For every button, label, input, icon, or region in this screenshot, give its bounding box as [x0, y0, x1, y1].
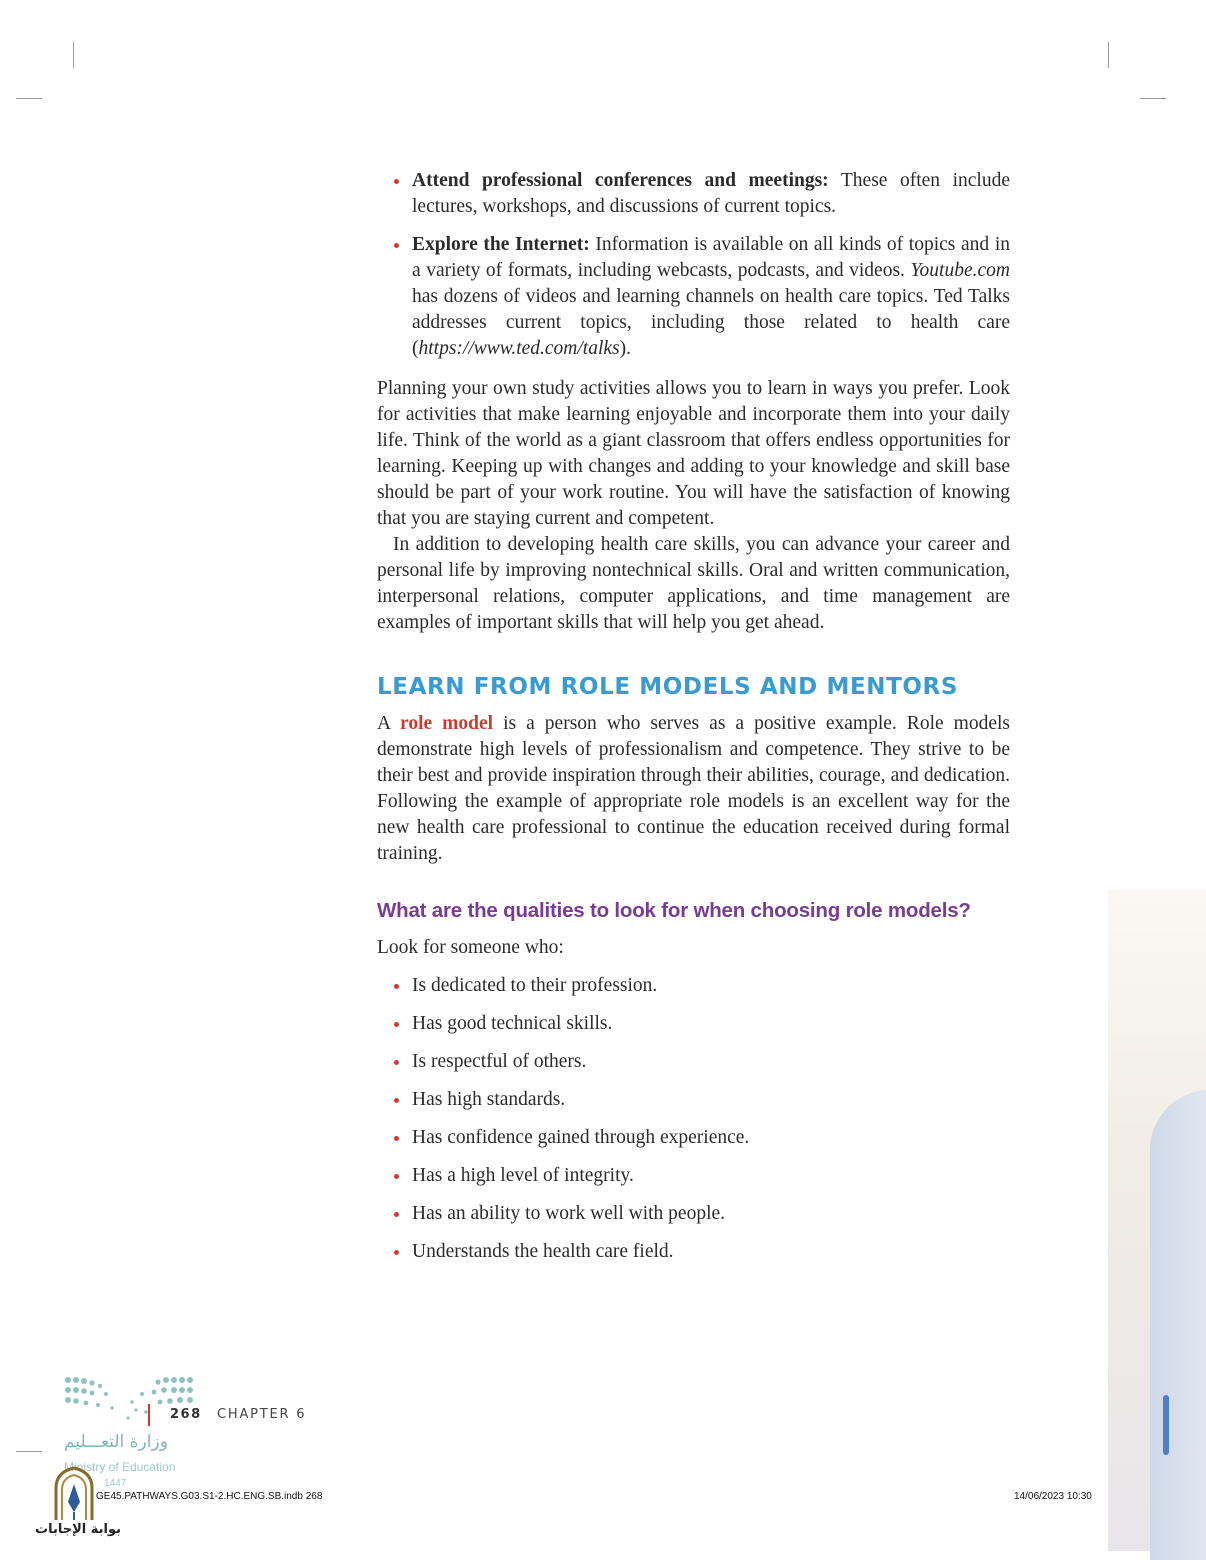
qualities-list: [377, 973, 1010, 1265]
paragraph-nontechnical: In addition to developing health care skills, you can advance your career and personal life by improving nontechnical skills. Oral and written communication, interpersonal relations, computer applications, and time management are examples of important skills that will help you get ahead.: [377, 534, 1010, 633]
main-text-column: [377, 166, 1010, 1265]
bullet-bold-lead: Explore the Internet:: [412, 234, 590, 255]
bullet-bold-lead: Attend professional conferences and meetings:: [412, 170, 829, 191]
print-slug-file: GE45.PATHWAYS.G03.S1-2.HC.ENG.SB.indb 268: [96, 1491, 323, 1502]
list-item-text: Is respectful of others.: [412, 1051, 587, 1072]
key-term: role model: [400, 713, 494, 734]
list-item-text: Understands the health care field.: [412, 1241, 674, 1262]
gateway-logo-icon: [50, 1466, 98, 1522]
list-item-text: Has a high level of integrity.: [412, 1165, 634, 1186]
bullet-dot: [394, 243, 399, 248]
list-item-text: Has confidence gained through experience.: [412, 1127, 750, 1148]
list-intro: Look for someone who:: [377, 937, 564, 958]
para-text: is a person who serves as a positive example. Role models demonstrate high levels of professionalism and competence. They strive to be their best and provide inspiration through their abilities, courage, and dedication. Following the example of appropriate role models is an excellent way for the new health care professional to continue the education received during formal training.: [377, 713, 1010, 864]
list-item-text: Is dedicated to their profession.: [412, 975, 658, 996]
bullet-text: Information is available on all kinds of topics and in a variety of formats, including webcasts, podcasts, and videos.: [412, 234, 1010, 281]
bullet-text: ).: [619, 338, 632, 359]
paragraph-planning: Planning your own study activities allows you to learn in ways you prefer. Look for activities that make learning enjoyable and incorporate them into your daily life. Think of the world as a giant classroom that offers endless opportunities for learning. Keeping up with changes and adding to your knowledge and skill base should be part of your work routine. You will have the satisfaction of knowing that you are staying current and competent.: [377, 378, 1010, 529]
ted-url-text: https://www.ted.com/talks: [418, 338, 620, 359]
print-slug-date: 14/06/2023 10:30: [1014, 1491, 1092, 1502]
ministry-year: 1447: [104, 1478, 127, 1489]
bullet-dot: [394, 984, 399, 989]
bullet-dot: [394, 1174, 399, 1179]
para-text: A: [377, 713, 401, 734]
footer-divider: [148, 1404, 150, 1426]
youtube-link-text: Youtube.com: [910, 260, 1010, 281]
page-number: 268: [170, 1407, 202, 1422]
list-item: [377, 1125, 1010, 1151]
list-item-text: Has good technical skills.: [412, 1013, 613, 1034]
bullet-internet: [377, 232, 1010, 362]
top-bullet-list: [377, 168, 1010, 362]
section-heading: LEARN FROM ROLE MODELS AND MENTORS: [377, 674, 959, 700]
crop-mark: [73, 42, 74, 68]
list-item: [377, 1087, 1010, 1113]
crop-mark: [16, 1451, 42, 1452]
ministry-name-arabic: وزارة التعـــليم: [64, 1432, 168, 1452]
crop-mark: [16, 98, 42, 99]
photo-coat-shape: [1150, 1090, 1206, 1560]
list-item: [377, 1163, 1010, 1189]
bullet-dot: [394, 1022, 399, 1027]
photo-detail: [1163, 1395, 1169, 1455]
list-item: [377, 973, 1010, 999]
crop-mark: [1140, 98, 1166, 99]
bullet-dot: [394, 1250, 399, 1255]
bullet-dot: [394, 1136, 399, 1141]
paragraph-role-model: [377, 711, 1010, 867]
crop-mark: [1108, 42, 1109, 68]
bullet-conferences: [377, 168, 1010, 220]
list-item: [377, 1049, 1010, 1075]
bullet-dot: [394, 179, 399, 184]
list-item: [377, 1011, 1010, 1037]
list-item: [377, 1201, 1010, 1227]
question-heading: What are the qualities to look for when choosing role models?: [377, 899, 971, 922]
list-item-text: Has an ability to work well with people.: [412, 1203, 726, 1224]
bullet-dot: [394, 1098, 399, 1103]
bullet-text: These often include lectures, workshops, and discussions of current topics.: [412, 170, 1010, 217]
bullet-dot: [394, 1060, 399, 1065]
bullet-text: has dozens of videos and learning channels on health care topics. Ted Talks addresses current topics, including those related to health care (: [412, 286, 1010, 359]
list-item: [377, 1239, 1010, 1265]
list-item-text: Has high standards.: [412, 1089, 566, 1110]
chapter-label: CHAPTER 6: [217, 1407, 307, 1422]
gateway-label: بوابة الإجابات: [35, 1522, 121, 1537]
bullet-dot: [394, 1212, 399, 1217]
ministry-name-english: Ministry of Education: [64, 1460, 176, 1474]
